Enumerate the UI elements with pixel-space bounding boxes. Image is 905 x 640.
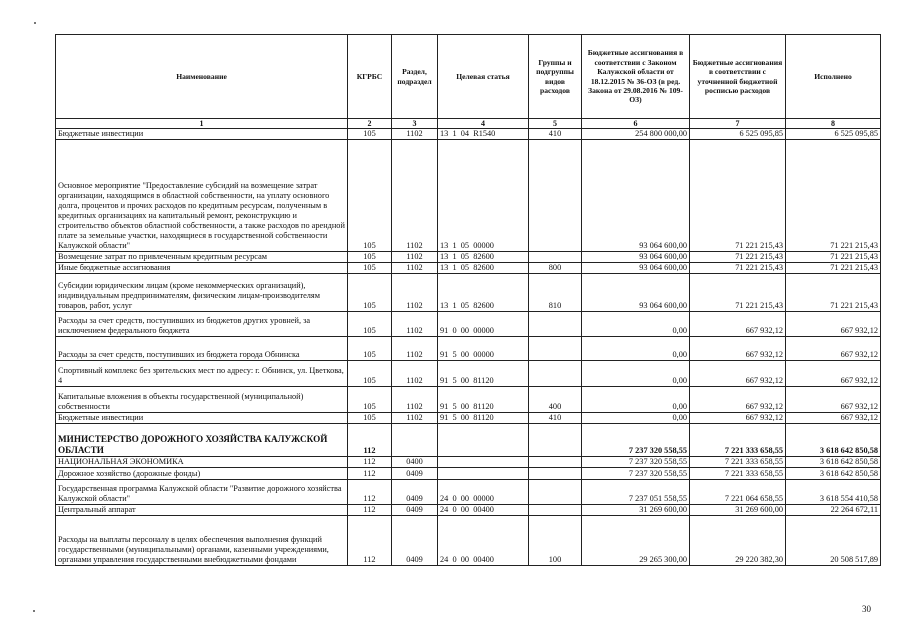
row-name: Капитальные вложения в объекты государственной (муниципальной) собственности (56, 387, 348, 413)
row-kgrbs: 112 (348, 424, 392, 457)
row-refined-amount: 71 221 215,43 (690, 252, 786, 263)
row-executed-amount: 22 264 672,11 (786, 505, 881, 516)
row-group (529, 468, 582, 480)
row-section: 0400 (392, 457, 438, 468)
table-row (56, 516, 881, 566)
table-row (56, 361, 881, 387)
scan-speck (33, 610, 35, 612)
header-refined-allocations: Бюджетные ассигнования в соответствии с уточненной бюджетной росписью расходов (690, 35, 786, 119)
row-section: 1102 (392, 274, 438, 312)
row-law-amount: 93 064 600,00 (582, 140, 690, 252)
row-executed-amount: 3 618 642 850,58 (786, 457, 881, 468)
row-section: 0409 (392, 516, 438, 566)
row-target: 91 5 00 81120 (438, 413, 529, 424)
row-law-amount: 93 064 600,00 (582, 274, 690, 312)
table-row (56, 413, 881, 424)
row-kgrbs: 112 (348, 457, 392, 468)
table-row (56, 480, 881, 505)
row-executed-amount: 667 932,12 (786, 361, 881, 387)
page-number: 30 (862, 604, 871, 614)
row-target: 13 1 05 82600 (438, 274, 529, 312)
row-law-amount: 7 237 320 558,55 (582, 424, 690, 457)
row-group (529, 457, 582, 468)
row-group (529, 337, 582, 361)
table-row (56, 252, 881, 263)
row-section: 1102 (392, 387, 438, 413)
row-section: 0409 (392, 468, 438, 480)
table-row (56, 505, 881, 516)
row-target: 24 0 00 00000 (438, 480, 529, 505)
row-section (392, 424, 438, 457)
row-executed-amount: 667 932,12 (786, 312, 881, 337)
row-law-amount: 0,00 (582, 312, 690, 337)
row-name: Иные бюджетные ассигнования (56, 263, 348, 274)
row-kgrbs: 105 (348, 263, 392, 274)
table-row (56, 312, 881, 337)
row-executed-amount: 3 618 554 410,58 (786, 480, 881, 505)
row-refined-amount: 7 221 064 658,55 (690, 480, 786, 505)
row-target: 91 5 00 00000 (438, 337, 529, 361)
row-executed-amount: 3 618 642 850,58 (786, 468, 881, 480)
row-law-amount: 0,00 (582, 413, 690, 424)
row-refined-amount: 6 525 095,85 (690, 129, 786, 140)
row-group: 400 (529, 387, 582, 413)
row-group (529, 361, 582, 387)
row-target: 91 5 00 81120 (438, 387, 529, 413)
row-kgrbs: 112 (348, 480, 392, 505)
row-section: 1102 (392, 140, 438, 252)
row-kgrbs: 105 (348, 140, 392, 252)
row-law-amount: 254 800 000,00 (582, 129, 690, 140)
row-refined-amount: 29 220 382,30 (690, 516, 786, 566)
header-executed: Исполнено (786, 35, 881, 119)
row-refined-amount: 667 932,12 (690, 387, 786, 413)
row-group (529, 505, 582, 516)
scan-speck (34, 22, 36, 24)
row-group (529, 252, 582, 263)
row-group: 810 (529, 274, 582, 312)
row-kgrbs: 105 (348, 252, 392, 263)
header-section: Раздел, подраздел (392, 35, 438, 119)
row-law-amount: 29 265 300,00 (582, 516, 690, 566)
table-row-ministry (56, 424, 881, 457)
row-kgrbs: 105 (348, 274, 392, 312)
row-law-amount: 0,00 (582, 387, 690, 413)
row-law-amount: 7 237 051 558,55 (582, 480, 690, 505)
table-row (56, 387, 881, 413)
row-group (529, 424, 582, 457)
row-section: 1102 (392, 129, 438, 140)
row-law-amount: 31 269 600,00 (582, 505, 690, 516)
row-executed-amount: 71 221 215,43 (786, 252, 881, 263)
row-target: 91 0 00 00000 (438, 312, 529, 337)
row-target: 13 1 05 82600 (438, 252, 529, 263)
row-executed-amount: 667 932,12 (786, 387, 881, 413)
table-row (56, 457, 881, 468)
row-name: Расходы за счет средств, поступивших из бюджета города Обнинска (56, 337, 348, 361)
table-row (56, 129, 881, 140)
row-group (529, 140, 582, 252)
row-section: 1102 (392, 312, 438, 337)
row-section: 1102 (392, 361, 438, 387)
row-refined-amount: 7 221 333 658,55 (690, 457, 786, 468)
column-number: 4 (438, 119, 529, 129)
row-target: 13 1 05 82600 (438, 263, 529, 274)
column-number: 3 (392, 119, 438, 129)
row-law-amount: 93 064 600,00 (582, 252, 690, 263)
row-section: 1102 (392, 252, 438, 263)
row-kgrbs: 112 (348, 516, 392, 566)
column-number: 6 (582, 119, 690, 129)
column-number: 2 (348, 119, 392, 129)
row-group: 410 (529, 413, 582, 424)
row-kgrbs: 105 (348, 361, 392, 387)
row-refined-amount: 7 221 333 658,55 (690, 468, 786, 480)
row-kgrbs: 105 (348, 312, 392, 337)
table-row (56, 468, 881, 480)
column-number: 7 (690, 119, 786, 129)
row-group: 410 (529, 129, 582, 140)
row-refined-amount: 31 269 600,00 (690, 505, 786, 516)
row-section: 0409 (392, 480, 438, 505)
column-number-row (56, 119, 881, 129)
header-target: Целевая статья (438, 35, 529, 119)
row-target (438, 468, 529, 480)
row-law-amount: 93 064 600,00 (582, 263, 690, 274)
row-refined-amount: 667 932,12 (690, 361, 786, 387)
row-name: Государственная программа Калужской области "Развитие дорожного хозяйства Калужской области" (56, 480, 348, 505)
row-executed-amount: 71 221 215,43 (786, 263, 881, 274)
row-name: Спортивный комплекс без зрительских мест по адресу: г. Обнинск, ул. Цветкова, 4 (56, 361, 348, 387)
row-target: 13 1 05 00000 (438, 140, 529, 252)
table-header-row (56, 35, 881, 119)
row-executed-amount: 71 221 215,43 (786, 140, 881, 252)
row-group (529, 480, 582, 505)
row-refined-amount: 71 221 215,43 (690, 263, 786, 274)
row-law-amount: 7 237 320 558,55 (582, 457, 690, 468)
budget-table (55, 34, 881, 566)
row-name: Бюджетные инвестиции (56, 129, 348, 140)
row-group (529, 312, 582, 337)
column-number: 1 (56, 119, 348, 129)
header-law-allocations: Бюджетные ассигнования в соответствии с Законом Калужской области от 18.12.2015 № 36-ОЗ (в ред. Закона от 29.08.2016 № 109-ОЗ) (582, 35, 690, 119)
table-row (56, 140, 881, 252)
row-target: 91 5 00 81120 (438, 361, 529, 387)
row-kgrbs: 105 (348, 413, 392, 424)
table-row (56, 274, 881, 312)
row-refined-amount: 667 932,12 (690, 337, 786, 361)
row-group: 100 (529, 516, 582, 566)
row-target (438, 457, 529, 468)
row-section: 0409 (392, 505, 438, 516)
row-executed-amount: 6 525 095,85 (786, 129, 881, 140)
row-law-amount: 0,00 (582, 361, 690, 387)
row-law-amount: 0,00 (582, 337, 690, 361)
row-refined-amount: 7 221 333 658,55 (690, 424, 786, 457)
row-section: 1102 (392, 337, 438, 361)
row-law-amount: 7 237 320 558,55 (582, 468, 690, 480)
row-refined-amount: 71 221 215,43 (690, 274, 786, 312)
row-name: Основное мероприятие "Предоставление субсидий на возмещение затрат организации, находящимся в областной собственности, на уплату основного долга, процентов и прочих расходов по кредитным ресурсам, полученным в кредитных организациях на капитальный ремонт, реконструкцию и строительство объектов областной собственности, а также расходов по арендной плате за земельные участки, находящиеся в государственной собственности Калужской области" (56, 140, 348, 252)
table-row (56, 337, 881, 361)
row-name: Расходы на выплаты персоналу в целях обеспечения выполнения функций государственными (муниципальными) органами, казенными учреждениями, органами управления государственными внебюджетными фондами (56, 516, 348, 566)
row-refined-amount: 667 932,12 (690, 413, 786, 424)
row-executed-amount: 667 932,12 (786, 337, 881, 361)
row-name: Возмещение затрат по привлеченным кредитным ресурсам (56, 252, 348, 263)
row-name: Дорожное хозяйство (дорожные фонды) (56, 468, 348, 480)
row-name: Субсидии юридическим лицам (кроме некоммерческих организаций), индивидуальным предпринимателям, физическим лицам-производителям товаров, работ, услуг (56, 274, 348, 312)
row-refined-amount: 71 221 215,43 (690, 140, 786, 252)
row-target: 24 0 00 00400 (438, 516, 529, 566)
row-section: 1102 (392, 263, 438, 274)
row-kgrbs: 112 (348, 468, 392, 480)
row-executed-amount: 667 932,12 (786, 413, 881, 424)
header-groups: Группы и подгруппы видов расходов (529, 35, 582, 119)
row-executed-amount: 71 221 215,43 (786, 274, 881, 312)
column-number: 5 (529, 119, 582, 129)
row-target: 24 0 00 00400 (438, 505, 529, 516)
row-name: МИНИСТЕРСТВО ДОРОЖНОГО ХОЗЯЙСТВА КАЛУЖСКОЙ ОБЛАСТИ (56, 424, 348, 457)
row-section: 1102 (392, 413, 438, 424)
row-name: Бюджетные инвестиции (56, 413, 348, 424)
row-kgrbs: 105 (348, 337, 392, 361)
header-name: Наименование (56, 35, 348, 119)
header-kgrbs: КГРБС (348, 35, 392, 119)
row-name: Расходы за счет средств, поступивших из бюджетов других уровней, за исключением федерального бюджета (56, 312, 348, 337)
table-row (56, 263, 881, 274)
row-name: Центральный аппарат (56, 505, 348, 516)
row-kgrbs: 112 (348, 505, 392, 516)
row-target: 13 1 04 R1540 (438, 129, 529, 140)
row-name: НАЦИОНАЛЬНАЯ ЭКОНОМИКА (56, 457, 348, 468)
row-kgrbs: 105 (348, 387, 392, 413)
row-target (438, 424, 529, 457)
row-executed-amount: 3 618 642 850,58 (786, 424, 881, 457)
row-executed-amount: 20 508 517,89 (786, 516, 881, 566)
row-kgrbs: 105 (348, 129, 392, 140)
column-number: 8 (786, 119, 881, 129)
row-group: 800 (529, 263, 582, 274)
row-refined-amount: 667 932,12 (690, 312, 786, 337)
